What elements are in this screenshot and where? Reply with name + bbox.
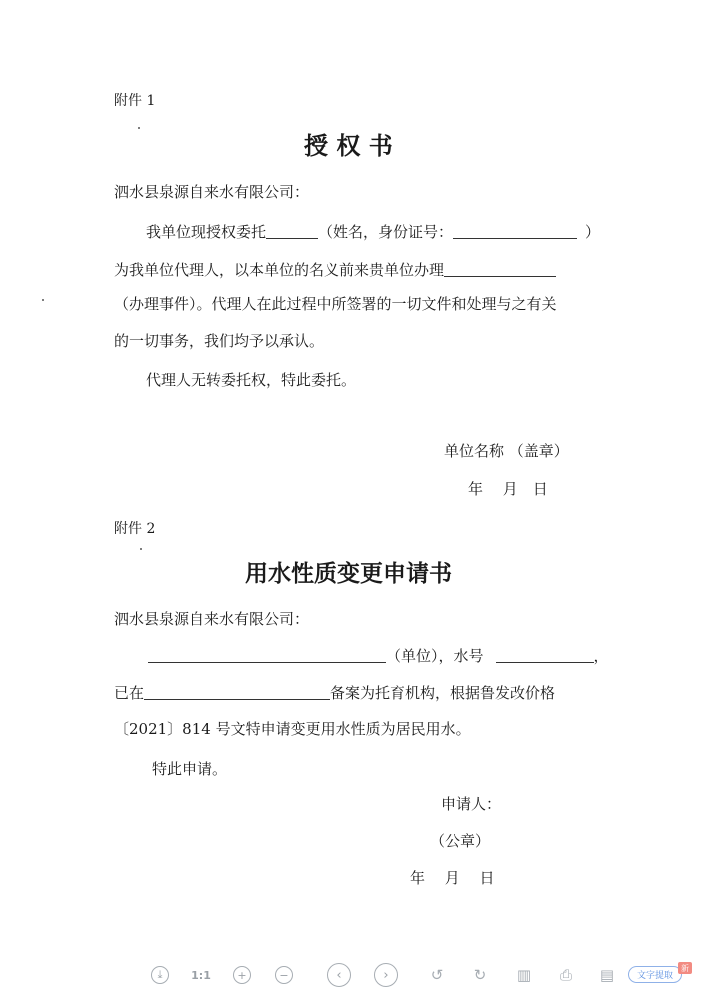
rotate-left-icon[interactable]: ↺ — [430, 966, 444, 984]
zoom-in-icon[interactable]: + — [232, 964, 252, 986]
attachment1-paragraph-5: 代理人无转委托权，特此委托。 — [146, 371, 357, 389]
p1-text-a: （单位），水号 — [386, 647, 484, 665]
p2-text-b: 备案为托育机构，根据鲁发改价格 — [330, 684, 556, 702]
attachment1-signature: 单位名称 （盖章） — [444, 442, 569, 460]
attachment1-paragraph-4: 的一切事务，我们均予以承认。 — [114, 332, 325, 350]
attachment1-paragraph-2 — [114, 262, 556, 278]
attachment1-date: 年 月 日 — [468, 480, 548, 498]
attachment2-paragraph-1 — [148, 648, 609, 664]
new-badge: 新 — [678, 962, 692, 974]
print-icon[interactable]: ⎙ — [559, 966, 572, 984]
viewer-toolbar — [0, 962, 721, 990]
scan-speck — [140, 548, 142, 550]
water-number-blank — [496, 648, 594, 663]
attachment2-seal: （公章） — [430, 832, 491, 850]
p2-text-a: 已在 — [114, 684, 145, 702]
p2-text: 为我单位代理人，以本单位的名义前来贵单位办理 — [114, 261, 445, 279]
p1-text-b: ， — [593, 647, 609, 665]
attachment2-addressee: 泗水县泉源自来水有限公司： — [114, 610, 310, 628]
attachment1-title: 授 权 书 — [304, 131, 393, 160]
name-blank — [266, 224, 318, 239]
text-extract-button[interactable]: 文字提取 — [628, 966, 682, 983]
attachment2-applicant: 申请人： — [441, 795, 502, 813]
scan-speck — [42, 299, 44, 301]
actual-size-button[interactable]: 1:1 — [191, 968, 211, 982]
attachment1-label: 附件 1 — [114, 93, 156, 109]
attachment2-paragraph-2 — [114, 685, 555, 701]
delete-icon[interactable]: ▥ — [516, 966, 532, 984]
attachment2-title: 用水性质变更申请书 — [245, 560, 452, 587]
scan-speck — [138, 127, 140, 129]
p1-text-a: 我单位现授权委托 — [146, 223, 267, 241]
unit-blank — [148, 648, 386, 663]
attachment2-paragraph-4: 特此申请。 — [152, 760, 228, 778]
zoom-out-icon[interactable]: − — [274, 964, 294, 986]
next-page-icon[interactable]: › — [373, 964, 399, 986]
download-icon[interactable]: ⤓ — [150, 964, 170, 986]
attachment2-paragraph-3: 〔2021〕814 号文特申请变更用水性质为居民用水。 — [114, 720, 471, 738]
attachment1-paragraph-1 — [146, 224, 600, 240]
previous-page-icon[interactable]: ‹ — [326, 964, 352, 986]
rotate-right-icon[interactable]: ↻ — [473, 966, 487, 984]
registry-blank — [144, 685, 330, 700]
attachment2-label: 附件 2 — [114, 521, 156, 537]
attachment2-date: 年 月 日 — [410, 869, 495, 887]
matter-blank — [444, 262, 556, 277]
attachment1-addressee: 泗水县泉源自来水有限公司： — [114, 183, 310, 201]
more-icon[interactable]: ▤ — [599, 966, 615, 984]
p1-text-b: （姓名，身份证号： — [318, 223, 454, 241]
p1-text-c: ） — [585, 223, 601, 241]
id-number-blank — [453, 224, 577, 239]
attachment1-paragraph-3: （办理事件）。代理人在此过程中所签署的一切文件和处理与之有关 — [114, 295, 557, 313]
